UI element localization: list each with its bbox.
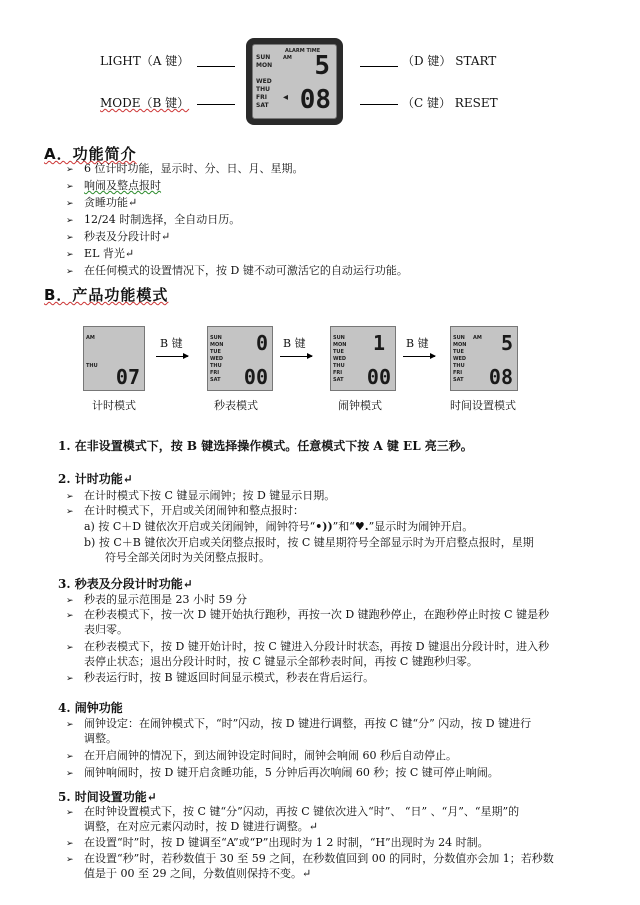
day-item: THU (453, 363, 465, 369)
lcd-digit-top: 5 (500, 331, 513, 355)
lcd-digit-bottom: 00 (366, 365, 391, 389)
bullet-icon: ➢ (66, 199, 74, 209)
day-item: SUN (453, 335, 465, 341)
bullet-icon: ➢ (66, 674, 74, 684)
day-item: SUN (210, 335, 222, 341)
speaker-icon: ◂ (283, 92, 289, 103)
day-item: SAT (333, 377, 344, 383)
list-item: ➢ 在时钟设置模式下，按 C 键“分”闪动，再按 C 键依次进入“时”、 “日” 、“月”、“星期”的 (66, 805, 520, 818)
list-item-cont: 值是于 00 至 29 之间，分数值则保持不变。↵ (84, 867, 312, 880)
p3-title: 3. 秒表及分段计时功能↵ (58, 577, 193, 591)
mode-leader-line (197, 104, 235, 105)
mode-label: 秒表模式 (214, 399, 258, 412)
bullet-icon: ➢ (66, 233, 74, 243)
mode-time-setting-lcd (450, 326, 518, 391)
arrow-icon (280, 356, 312, 357)
list-item: ➢ 在设置“秒”时，若秒数值于 30 至 59 之间，在秒数值回到 00 的同时，分数值亦会加 1；若秒数 (66, 852, 554, 865)
chime-symbol-icon: ♥. (354, 520, 369, 533)
day-item: SAT (210, 377, 221, 383)
list-item: ➢ 在计时模式下按 C 键显示闹钟；按 D 键显示日期。 (66, 489, 336, 502)
day-item: MON (210, 342, 224, 348)
arrow-icon (403, 356, 435, 357)
bullet-icon: ➢ (66, 250, 74, 260)
start-leader-line (360, 66, 398, 67)
day-item: THU (210, 363, 222, 369)
p5-title: 5. 时间设置功能↵ (58, 790, 157, 804)
bullet-icon: ➢ (66, 752, 74, 762)
day-item: WED (453, 356, 467, 362)
section-b-title: B．产品功能模式 (44, 286, 169, 304)
bullet-icon: ➢ (66, 808, 74, 818)
list-item-cont: 调整。 (84, 732, 117, 745)
day-item: FRI (453, 370, 463, 376)
arrow-icon (156, 356, 188, 357)
day-item: SUN (333, 335, 345, 341)
watch-lcd (252, 44, 337, 119)
day-fri: FRI (256, 94, 267, 101)
day-item: THU (333, 363, 345, 369)
day-item: FRI (333, 370, 343, 376)
am-indicator: AM (473, 335, 482, 341)
list-item-cont: 表停止状态；退出分段计时时，按 C 键显示全部秒表时间，再按 C 键跑秒归零。 (84, 655, 478, 668)
reset-c-key-label: （C 键） RESET (402, 96, 498, 110)
list-item-cont: 调整，在对应元素闪动时，按 D 键进行调整。↵ (84, 820, 319, 833)
mode-label: 时间设置模式 (450, 399, 516, 412)
lcd-digit-bottom: 08 (488, 365, 513, 389)
bullet-icon: ➢ (66, 507, 74, 517)
list-item: ➢ 在秒表模式下，按 D 键开始计时，按 C 键进入分段计时状态，再按 D 键退出分段计时，进入秒 (66, 640, 550, 653)
day-thu: THU (86, 363, 98, 369)
watch-display-frame (246, 38, 343, 125)
day-item: FRI (210, 370, 220, 376)
list-item: ➢ 在设置“时”时，按 D 键调至“A”或“P”出现时为 1 2 时制，“H”出现时为 24 时制。 (66, 836, 489, 849)
arrow-label: B 键 (160, 337, 183, 350)
mode-label: 计时模式 (92, 399, 136, 412)
list-item: ➢ 在秒表模式下，按一次 D 键开始执行跑秒，再按一次 D 键跑秒停止，在跑秒停止时按 C 键是秒 (66, 608, 550, 621)
mode-label: 闹钟模式 (338, 399, 382, 412)
list-item: ➢ 贪睡功能↵ (66, 196, 138, 209)
lcd-digit-bottom: 08 (299, 85, 331, 115)
light-a-key-label: LIGHT（A 键） (100, 54, 190, 68)
mode-stopwatch-lcd (207, 326, 273, 391)
lcd-digit-top: 5 (314, 51, 330, 81)
list-item: ➢ 响闹及整点报时 (66, 179, 162, 192)
lcd-digit-bottom: 07 (115, 365, 140, 389)
bullet-icon: ➢ (66, 492, 74, 502)
p4-title: 4. 闹钟功能 (58, 701, 123, 715)
start-d-key-label: （D 键） START (402, 54, 497, 68)
list-item: ➢ 闹钟响闹时，按 D 键开启贪睡功能，5 分钟后再次响闹 60 秒；按 C 键可停止响闹。 (66, 766, 499, 779)
reset-leader-line (360, 104, 398, 105)
section-a-title: A．功能简介 (44, 145, 137, 163)
day-sun: SUN (256, 54, 271, 61)
day-item: TUE (333, 349, 344, 355)
bullet-icon: ➢ (66, 182, 74, 192)
day-wed: WED (256, 78, 272, 85)
p1-title: 1. 在非设置模式下，按 B 键选择操作模式。任意模式下按 A 键 EL 亮三秒。 (58, 439, 473, 453)
list-item: ➢ 在计时模式下，开启或关闭闹钟和整点报时： (66, 504, 305, 517)
bullet-icon: ➢ (66, 611, 74, 621)
mode-b-key-label: MODE（B 键） (100, 96, 190, 110)
alarm-symbol-icon: •)) (315, 520, 333, 533)
bullet-icon: ➢ (66, 216, 74, 226)
am-indicator: AM (86, 335, 95, 341)
alarm-time-label: ALARM TIME (285, 48, 321, 54)
day-item: MON (453, 342, 467, 348)
sub-item-a: a) 按 C＋D 键依次开启或关闭闹钟，闹钟符号“•))”和“♥.”显示时为闹钟开启。 (84, 520, 474, 533)
day-sat: SAT (256, 102, 269, 109)
list-item: ➢ 在开启闹钟的情况下，到达闹钟设定时间时，闹钟会响闹 60 秒后自动停止。 (66, 749, 458, 762)
sub-item-b: b) 按 C＋B 键依次开启或关闭整点报时，按 C 键星期符号全部显示时为开启整点报时，星期 (84, 536, 534, 549)
day-item: WED (333, 356, 347, 362)
light-leader-line (197, 66, 235, 67)
list-item: ➢ 在任何模式的设置情况下，按 D 键不动可激活它的自动运行功能。 (66, 264, 408, 277)
lcd-digit-top: 1 (372, 331, 385, 355)
bullet-icon: ➢ (66, 596, 74, 606)
bullet-icon: ➢ (66, 855, 74, 865)
day-item: WED (210, 356, 224, 362)
list-item: ➢ EL 背光↵ (66, 247, 135, 260)
sub-item-b-cont: 符号全部关闭时为关闭整点报时。 (105, 551, 270, 564)
day-item: TUE (210, 349, 221, 355)
am-indicator: AM (283, 55, 292, 61)
arrow-label: B 键 (283, 337, 306, 350)
list-item: ➢ 6 位计时功能，显示时、分、日、月、星期。 (66, 162, 304, 175)
bullet-icon: ➢ (66, 769, 74, 779)
bullet-icon: ➢ (66, 839, 74, 849)
day-item: TUE (453, 349, 464, 355)
p2-title: 2. 计时功能↵ (58, 472, 133, 486)
day-mon: MON (256, 62, 273, 69)
list-item: ➢ 秒表的显示范围是 23 小时 59 分 (66, 593, 248, 606)
mode-alarm-lcd (330, 326, 396, 391)
arrow-label: B 键 (406, 337, 429, 350)
list-item: ➢ 闹钟设定：在闹钟模式下，“时”闪动，按 D 键进行调整，再按 C 键“分” 闪动，按 D 键进行 (66, 717, 532, 730)
day-item: SAT (453, 377, 464, 383)
bullet-icon: ➢ (66, 165, 74, 175)
mode-timekeeping-lcd (83, 326, 145, 391)
list-item: ➢ 12/24 时制选择，全自动日历。 (66, 213, 241, 226)
lcd-digit-bottom: 00 (243, 365, 268, 389)
list-item-cont: 表归零。 (84, 623, 128, 636)
bullet-icon: ➢ (66, 720, 74, 730)
list-item: ➢ 秒表及分段计时↵ (66, 230, 171, 243)
bullet-icon: ➢ (66, 267, 74, 277)
bullet-icon: ➢ (66, 643, 74, 653)
day-item: MON (333, 342, 347, 348)
list-item: ➢ 秒表运行时，按 B 键返回时间显示模式，秒表在背后运行。 (66, 671, 375, 684)
day-thu: THU (256, 86, 270, 93)
lcd-digit-top: 0 (255, 331, 268, 355)
